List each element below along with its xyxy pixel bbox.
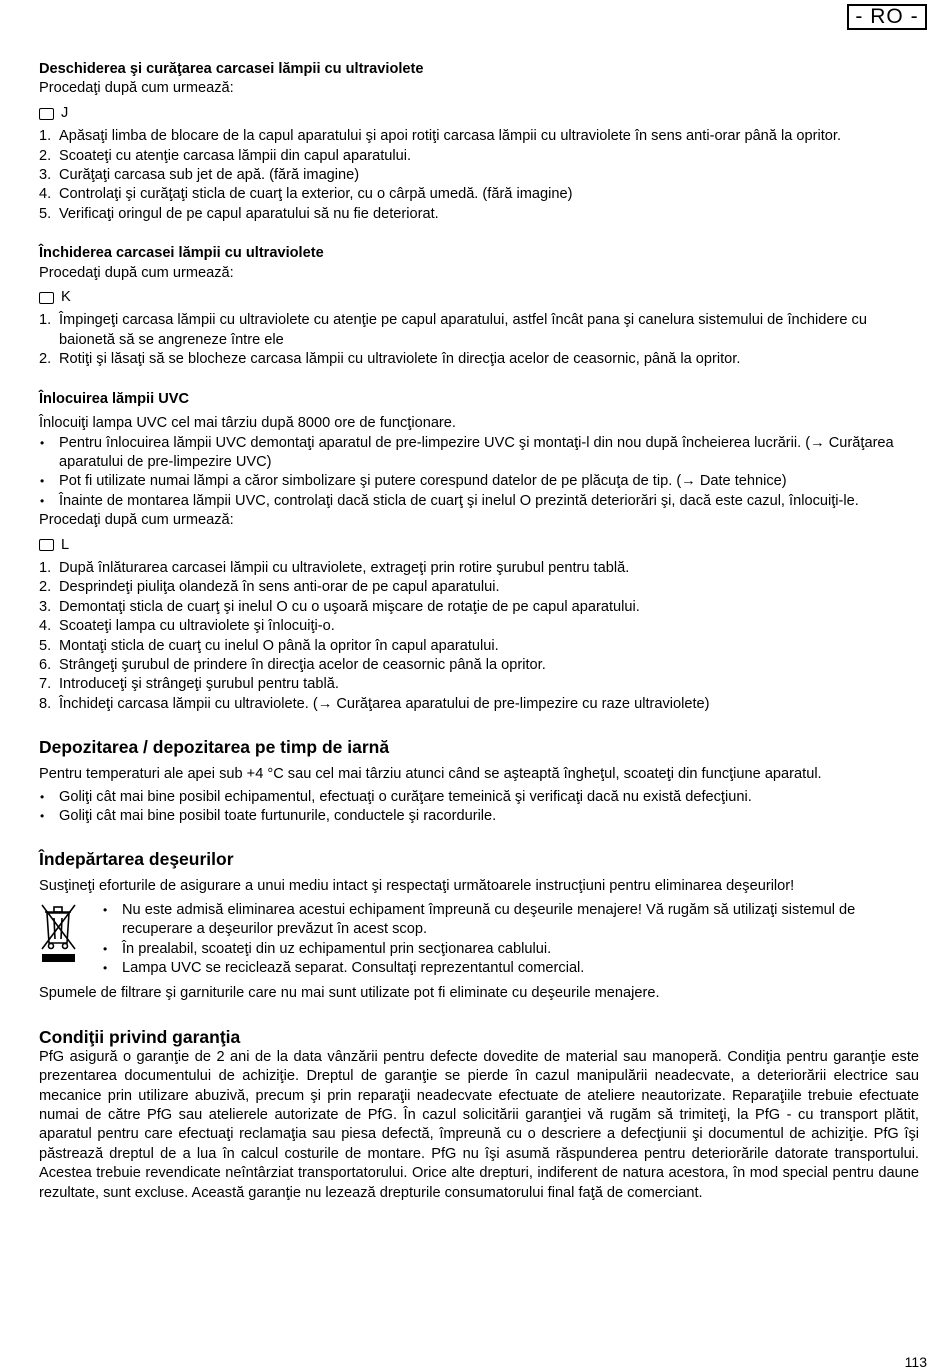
list-item: • Goliţi cât mai bine posibil echipamentul, efectuaţi o curăţare temeinică şi verificaţi dacă nu există defecţiuni. [39,788,919,807]
language-badge: - RO - [847,4,927,30]
bullet-list [39,788,919,827]
book-icon [39,539,54,551]
bullet-list [39,434,919,512]
list-item: 1. Apăsaţi limba de blocare de la capul aparatului şi apoi rotiţi carcasa lămpii cu ultraviolete în sens anti-orar până la opritor. [39,128,841,145]
page-content [39,60,919,1203]
bullet-list [99,901,919,979]
list-item: • Pot fi utilizate numai lămpi a căror simbolizare şi putere corespund datelor de pe plăcuţa de tip. (→ Date tehnice) [39,472,919,491]
section-title: Înlocuirea lămpii UVC [39,390,190,407]
list-item: 2. Desprindeţi piuliţa olandeză în sens anti-orar de pe capul aparatului. [39,579,500,596]
section-intro: Procedaţi după cum urmează: [39,512,234,529]
list-item: 5. Montaţi sticla de cuarţ cu inelul O până la opritor în capul aparatului. [39,637,499,654]
list-item: • În prealabil, scoateţi din uz echipamentul prin secţionarea cablului. [102,940,919,959]
list-item: • Lampa UVC se reciclează separat. Consultaţi reprezentantul comercial. [102,959,919,978]
list-item: 3. Demontaţi sticla de cuarţ şi inelul O cu o uşoară mişcare de rotaţie de pe capul aparatului. [39,598,640,615]
book-icon [39,292,54,304]
section-intro: Procedaţi după cum urmează: [39,80,234,97]
list-item: • Pentru înlocuirea lămpii UVC demontaţi aparatul de pre-limpezire UVC şi montaţi-l din nou după încheierea lucrării. (→ Curăţarea aparatului de pre-limpezire UVC) [39,434,919,473]
section-intro: Procedaţi după cum urmează: [39,264,234,281]
disposal-block [39,901,919,979]
list-item: • Goliţi cât mai bine posibil toate furtunurile, conductele şi racordurile. [39,807,919,826]
list-item: • Nu este admisă eliminarea acestui echipament împreună cu deşeurile menajere! Vă rugăm să utilizaţi sistemul de recuperare a deşeurilor prevăzut în acest scop. [102,901,919,940]
section-intro: Pentru temperaturi ale apei sub +4 °C sau cel mai târziu atunci când se aşteaptă îngheţul, scoateţi din funcţiune aparatul. [39,766,822,783]
list-item: 7. Introduceţi şi strângeţi şurubul pentru tablă. [39,676,339,693]
figure-reference [39,288,919,307]
section-title: Închiderea carcasei lămpii cu ultraviolete [39,245,324,262]
list-item: 1. Împingeţi carcasa lămpii cu ultraviolete cu atenţie pe capul aparatului, astfel încât pana şi canelura sistemului de închidere cu baionetă să se angreneze între ele [39,312,867,348]
section-heading: Îndepărtarea deşeurilor [39,849,234,870]
figure-label: L [61,536,70,553]
warranty-text: PfG asigură o garanţie de 2 ani de la data vânzării pentru defecte dovedite de material sau manoperă. Condiţia pentru garanţie este prezentarea documentului de achiziţie. Dreptul de garanţie se pierde în cazul manipulării neadecvate, a deteriorării electrice sau mecanice prin utilizare abuzivă, precum şi prin reparaţii neadecvate efectuate de ateliere neautorizate. Reparaţiile trebuie efectuate numai de către PfG sau atelierele autorizate de PfG. În cazul solicitării garanţiei vă rugăm să trimiteţi, la PfG - cu transport plătit, aparatul pentru care efectuaţi reclamaţia sau piesa defectă, împreună cu o descriere a defecţiunii şi documentul de achiziţie. PfG îşi păstrează dreptul de a lua în calcul costurile de montare. PfG nu îşi asumă răspunderea pentru deteriorările datorate transportului. Acestea trebuie revendicate neîntârziat transportatorului. Orice alte drepturi, indiferent de natura acestora, în mod special pentru daune rezultate, sunt excluse. Această garanţie nu lezează drepturile consumatorului final faţă de comerciant. [39,1048,919,1201]
section-outro: Spumele de filtrare şi garniturile care nu mai sunt utilizate pot fi eliminate cu deşeurile menajere. [39,985,660,1002]
list-item: 8. Închideţi carcasa lămpii cu ultraviolete. (→ Curăţarea aparatului de pre-limpezire cu raze ultraviolete) [39,695,710,712]
section-title: Deschiderea şi curăţarea carcasei lămpii cu ultraviolete [39,61,424,77]
list-item: 5. Verificaţi oringul de pe capul aparatului să nu fie deteriorat. [39,205,439,222]
steps-list [39,127,919,224]
page-number: 113 [904,1354,927,1370]
section-intro: Susţineţi eforturile de asigurare a unui mediu intact şi respectaţi următoarele instrucţiuni pentru eliminarea deşeurilor! [39,878,795,895]
list-item: • Înainte de montarea lămpii UVC, controlaţi dacă sticla de cuarţ şi inelul O prezintă deteriorări şi, dacă este cazul, înlocuiţi-le. [39,492,919,511]
list-item: 2. Scoateţi cu atenţie carcasa lămpii din capul aparatului. [39,147,412,164]
list-item: 1. După înlăturarea carcasei lămpii cu ultraviolete, extrageţi prin rotire şurubul pentru tablă. [39,559,630,576]
weee-bin-icon [39,901,99,979]
book-icon [39,108,54,120]
list-item: 2. Rotiţi şi lăsaţi să se blocheze carcasa lămpii cu ultraviolete în direcţia acelor de ceasornic, până la opritor. [39,351,741,368]
figure-reference [39,536,919,555]
section-heading: Condiţii privind garanţia [39,1026,241,1047]
list-item: 3. Curăţaţi carcasa sub jet de apă. (fără imagine) [39,167,360,184]
steps-list [39,559,919,714]
list-item: 6. Strângeţi şurubul de prindere în direcţia acelor de ceasornic până la opritor. [39,656,546,673]
list-item: 4. Controlaţi şi curăţaţi sticla de cuarţ la exterior, cu o cârpă umedă. (fără imagine) [39,186,573,203]
steps-list [39,311,919,369]
section-heading: Depozitarea / depozitarea pe timp de iarnă [39,737,390,758]
list-item: 4. Scoateţi lampa cu ultraviolete şi înlocuiţi-o. [39,618,335,635]
figure-label: K [61,289,71,306]
section-intro: Înlocuiţi lampa UVC cel mai târziu după 8000 ore de funcţionare. [39,415,456,432]
figure-label: J [61,104,69,121]
figure-reference [39,104,919,123]
